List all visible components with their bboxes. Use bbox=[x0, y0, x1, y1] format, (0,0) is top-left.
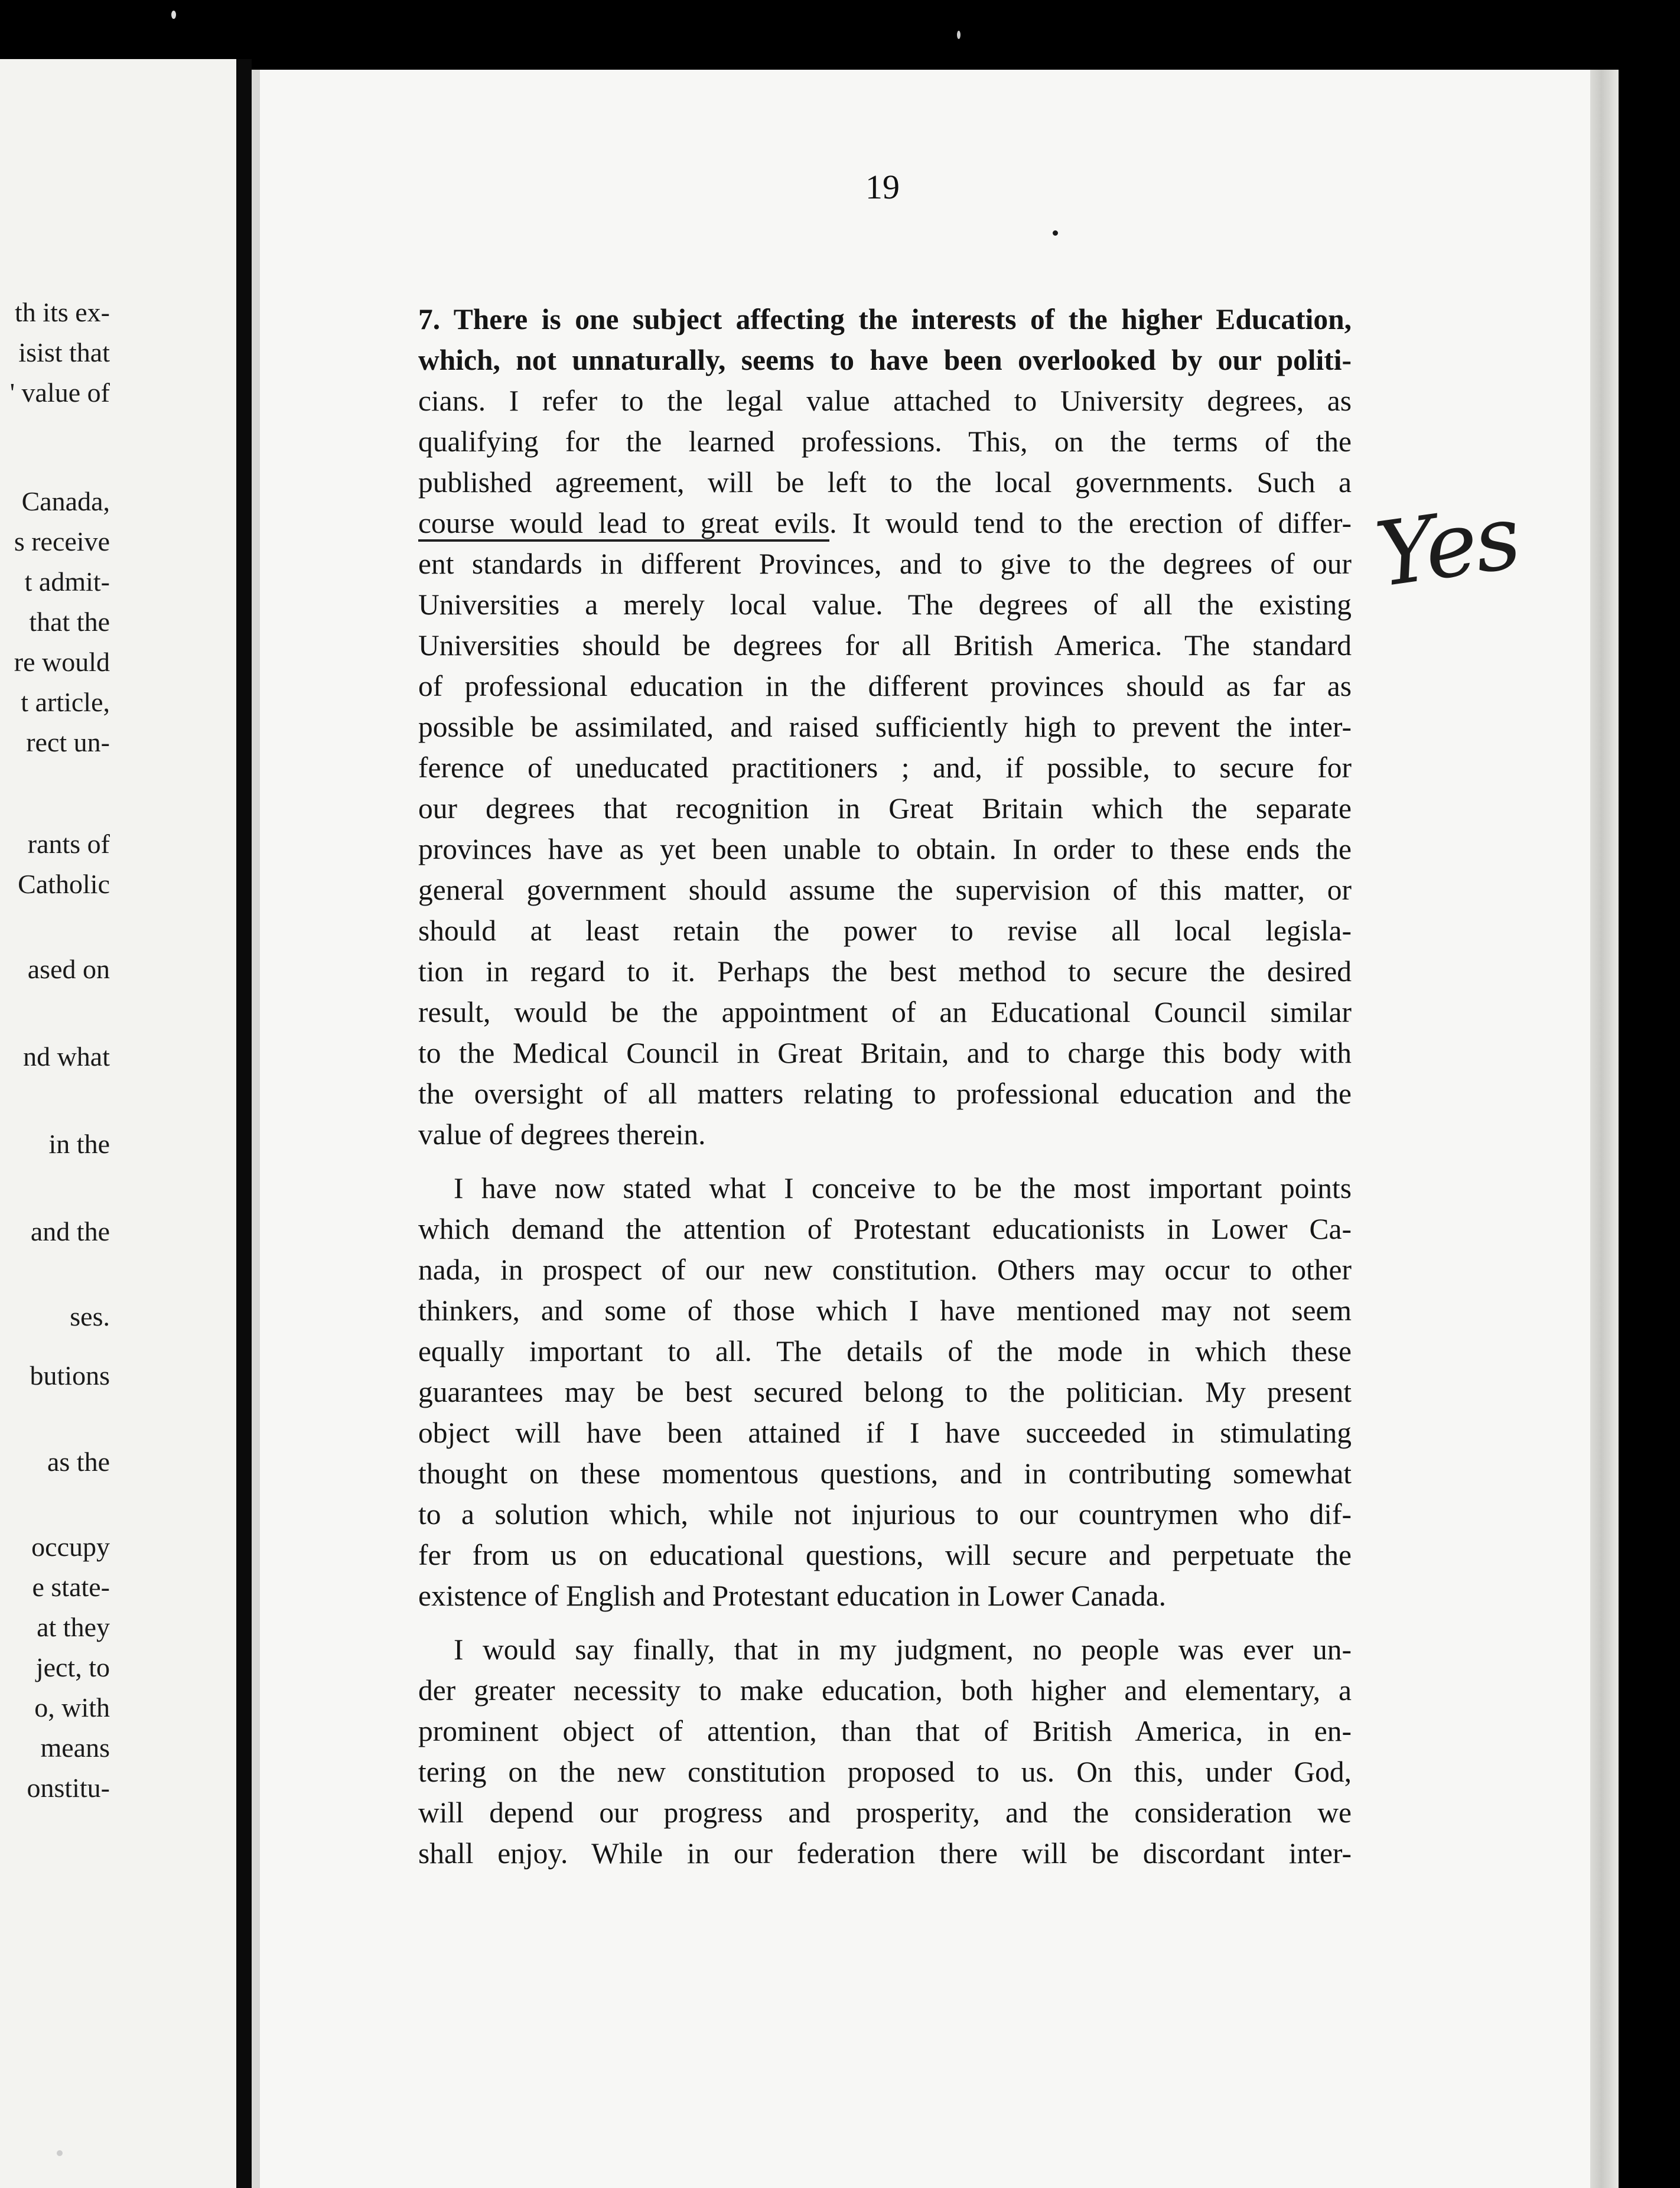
underlined-line-rest: . It would tend to the erection of differ- bbox=[829, 507, 1352, 539]
left-page-line: ses. bbox=[70, 1301, 110, 1331]
paragraph-1-line: ent standards in different Provinces, and to give to the degrees of our bbox=[418, 548, 1352, 580]
paragraph-1-line: which, not unnaturally, seems to have been overlooked by our politi- bbox=[418, 344, 1352, 376]
page-edge bbox=[1590, 70, 1619, 2188]
scan-speck bbox=[57, 2150, 63, 2156]
paragraph-2-line: thought on these momentous questions, and in contributing somewhat bbox=[418, 1457, 1352, 1490]
paragraph-3-line: tering on the new constitution proposed to us. On this, under God, bbox=[418, 1756, 1352, 1788]
paragraph-1-line: Universities a merely local value. The degrees of all the existing bbox=[418, 588, 1352, 621]
paragraph-1-line: Universities should be degrees for all British America. The standard bbox=[418, 629, 1352, 662]
paragraph-1-line: tion in regard to it. Perhaps the best method to secure the desired bbox=[418, 955, 1352, 988]
paragraph-1-line: value of degrees therein. bbox=[418, 1118, 706, 1151]
paragraph-1-line: result, would be the appointment of an Educational Council similar bbox=[418, 996, 1352, 1028]
left-page-line: in the bbox=[48, 1129, 110, 1159]
paragraph-1-line: to the Medical Council in Great Britain, and to charge this body with bbox=[418, 1037, 1352, 1069]
paragraph-2-line: nada, in prospect of our new constitution. Others may occur to other bbox=[418, 1253, 1352, 1286]
paragraph-3-line: will depend our progress and prosperity, and the consideration we bbox=[418, 1796, 1352, 1829]
paragraph-1-line: published agreement, will be left to the local governments. Such a bbox=[418, 466, 1352, 499]
left-page-line: butions bbox=[30, 1360, 110, 1391]
left-page-line: and the bbox=[30, 1216, 110, 1246]
paragraph-3-line: I would say finally, that in my judgment, no people was ever un- bbox=[454, 1633, 1352, 1666]
left-page-line: as the bbox=[47, 1447, 110, 1477]
previous-page-fragment bbox=[0, 59, 236, 2188]
paragraph-1-line: our degrees that recognition in Great Britain which the separate bbox=[418, 792, 1352, 825]
left-page-line: rect un- bbox=[26, 727, 110, 757]
paragraph-2-line: guarantees may be best secured belong to the politician. My present bbox=[418, 1376, 1352, 1408]
page-number: 19 bbox=[865, 168, 900, 206]
paragraph-3-line: prominent object of attention, than that of British America, in en- bbox=[418, 1715, 1352, 1747]
left-page-line: occupy bbox=[31, 1532, 110, 1562]
left-page-line: t article, bbox=[21, 687, 110, 717]
left-page-line: Catholic bbox=[18, 869, 110, 899]
paragraph-2-line: I have now stated what I conceive to be the most important points bbox=[454, 1172, 1352, 1204]
left-page-line: ject, to bbox=[35, 1652, 110, 1682]
left-page-line: onstitu- bbox=[27, 1773, 110, 1803]
paragraph-1-line: cians. I refer to the legal value attached to University degrees, as bbox=[418, 385, 1352, 417]
paragraph-3-line: shall enjoy. While in our federation there will be discordant inter- bbox=[418, 1837, 1352, 1870]
left-page-line: e state- bbox=[32, 1572, 110, 1602]
paragraph-1-line: of professional education in the different provinces should as far as bbox=[418, 670, 1352, 702]
left-page-line: t admit- bbox=[24, 566, 110, 597]
scan-speck bbox=[957, 31, 961, 39]
paragraph-2-line: to a solution which, while not injurious to our countrymen who dif- bbox=[418, 1498, 1352, 1531]
paragraph-1-line: ference of uneducated practitioners ; and, if possible, to secure for bbox=[418, 751, 1352, 784]
scan-speck bbox=[1053, 230, 1058, 236]
left-page-line: means bbox=[40, 1733, 110, 1763]
paragraph-1-line: qualifying for the learned professions. This, on the terms of the bbox=[418, 425, 1352, 458]
left-page-line: o, with bbox=[34, 1692, 110, 1723]
paragraph-1-line: general government should assume the supervision of this matter, or bbox=[418, 874, 1352, 906]
scan-speck bbox=[171, 11, 176, 19]
paragraph-1-line: 7. There is one subject affecting the interests of the higher Education, bbox=[418, 303, 1352, 336]
underlined-phrase: course would lead to great evils bbox=[418, 507, 829, 542]
left-page-line: th its ex- bbox=[15, 297, 110, 327]
book-gutter bbox=[236, 59, 252, 2188]
paragraph-1-line: possible be assimilated, and raised sufficiently high to prevent the inter- bbox=[418, 711, 1352, 743]
paragraph-2-line: equally important to all. The details of the mode in which these bbox=[418, 1335, 1352, 1368]
left-page-line: s receive bbox=[14, 526, 110, 556]
left-page-line: that the bbox=[29, 607, 110, 637]
left-page-line: ' value of bbox=[9, 377, 110, 408]
left-page-line: re would bbox=[14, 647, 110, 677]
paragraph-2-line: which demand the attention of Protestant educationists in Lower Ca- bbox=[418, 1213, 1352, 1245]
paragraph-2-line: object will have been attained if I have succeeded in stimulating bbox=[418, 1417, 1352, 1449]
page-body bbox=[418, 299, 1352, 1874]
paragraph-1-line: should at least retain the power to revise all local legisla- bbox=[418, 914, 1352, 947]
paragraph-1-line: provinces have as yet been unable to obtain. In order to these ends the bbox=[418, 833, 1352, 865]
paragraph-1-line bbox=[418, 503, 1352, 543]
handwritten-annotation: Yes bbox=[1370, 486, 1525, 607]
left-page-line: isist that bbox=[18, 337, 110, 367]
left-page-line: ased on bbox=[27, 954, 110, 984]
left-page-line: Canada, bbox=[21, 486, 110, 516]
paragraph-2-line: fer from us on educational questions, will secure and perpetuate the bbox=[418, 1539, 1352, 1571]
paragraph-2-line: existence of English and Protestant education in Lower Canada. bbox=[418, 1580, 1166, 1612]
paragraph-2-line: thinkers, and some of those which I have mentioned may not seem bbox=[418, 1294, 1352, 1327]
left-page-line: nd what bbox=[23, 1041, 110, 1072]
gutter-shadow bbox=[252, 70, 260, 2188]
left-page-line: rants of bbox=[27, 829, 110, 859]
left-page-line: at they bbox=[37, 1612, 110, 1642]
paragraph-3-line: der greater necessity to make education, both higher and elementary, a bbox=[418, 1674, 1352, 1707]
paragraph-1-line: the oversight of all matters relating to professional education and the bbox=[418, 1077, 1352, 1110]
